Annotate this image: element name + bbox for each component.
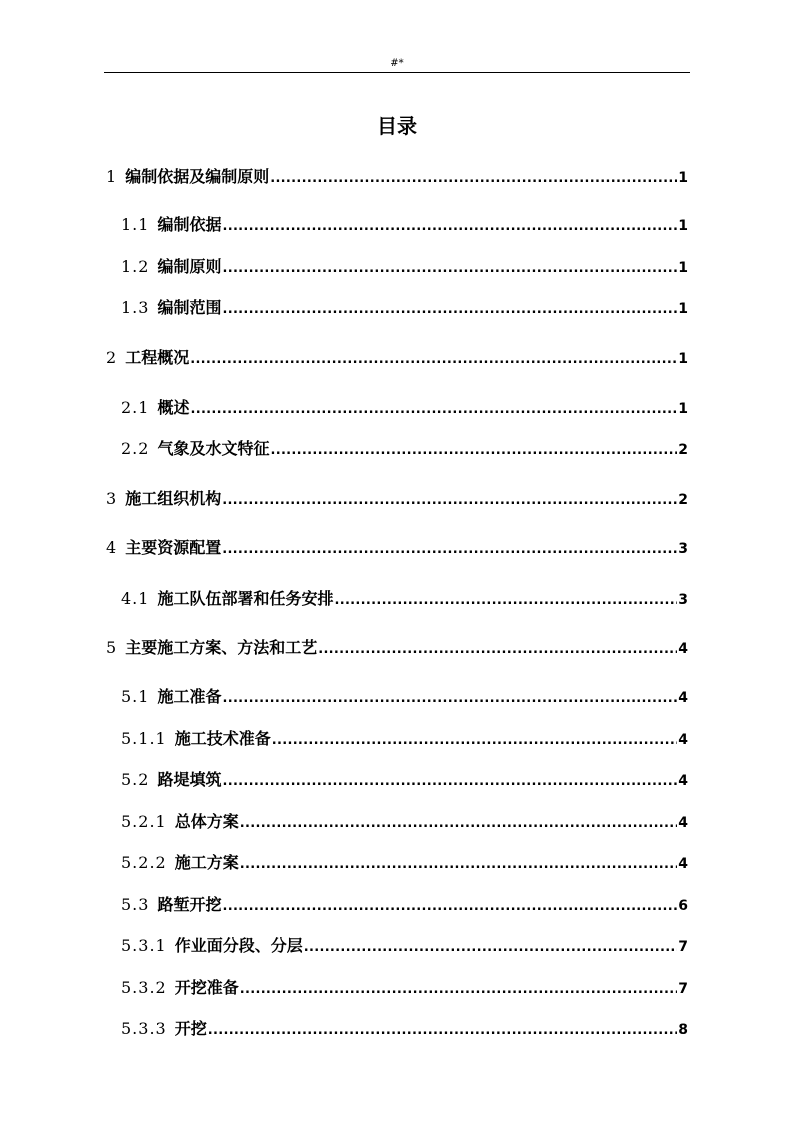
- toc-page-number: 2: [678, 442, 688, 458]
- toc-dot-leader: [222, 490, 677, 512]
- toc-page-number: 3: [678, 541, 688, 557]
- toc-page-number: 8: [678, 1022, 688, 1038]
- toc-entry-text: 工程概况: [125, 348, 190, 367]
- toc-entry-number: 5.1: [121, 687, 150, 706]
- toc-dot-leader: [222, 299, 677, 321]
- toc-entry-number: 4: [106, 538, 118, 557]
- toc-entry[interactable]: [121, 588, 688, 610]
- toc-entry[interactable]: [121, 1018, 688, 1040]
- toc-entry[interactable]: [121, 852, 688, 874]
- toc-entry-text: 主要施工方案、方法和工艺: [125, 638, 318, 657]
- toc-page-number: 4: [678, 773, 688, 789]
- toc-entry-number: 1.2: [121, 257, 150, 276]
- toc-dot-leader: [240, 854, 678, 876]
- toc-entry-number: 5.2.2: [121, 853, 167, 872]
- toc-dot-leader: [240, 813, 678, 835]
- toc-page-number: 1: [678, 170, 688, 186]
- toc-page-number: 4: [678, 732, 688, 748]
- toc-entry-text: 编制原则: [157, 257, 222, 276]
- toc-page-number: 1: [678, 401, 688, 417]
- toc-entry[interactable]: [121, 297, 688, 319]
- toc-entry-text: 施工队伍部署和任务安排: [157, 589, 334, 608]
- toc-dot-leader: [270, 168, 677, 190]
- toc-entry[interactable]: [106, 637, 688, 659]
- toc-dot-leader: [222, 216, 677, 238]
- toc-entry-text: 总体方案: [174, 812, 239, 831]
- toc-entry-text: 施工组织机构: [125, 489, 222, 508]
- toc-entry[interactable]: [121, 935, 688, 957]
- toc-entry-number: 5: [106, 638, 118, 657]
- toc-title: 目录: [377, 114, 417, 138]
- toc-entry-text: 开挖: [174, 1019, 207, 1038]
- toc-entry[interactable]: [106, 537, 688, 559]
- toc-entry-text: 施工方案: [174, 853, 239, 872]
- page-header-mark: #*: [390, 58, 404, 69]
- toc-entry-number: 1.1: [121, 215, 150, 234]
- toc-entry-number: 2.1: [121, 398, 150, 417]
- toc-entry[interactable]: [121, 256, 688, 278]
- toc-entry[interactable]: [121, 811, 688, 833]
- toc-dot-leader: [304, 937, 678, 959]
- toc-entry[interactable]: [121, 894, 688, 916]
- toc-entry-number: 2.2: [121, 439, 150, 458]
- toc-entry-number: 5.3.3: [121, 1019, 167, 1038]
- toc-entry-number: 5.3.2: [121, 978, 167, 997]
- toc-dot-leader: [222, 688, 677, 710]
- toc-entry-number: 5.2: [121, 770, 150, 789]
- toc-entry[interactable]: [121, 438, 688, 460]
- toc-entry-text: 概述: [157, 398, 190, 417]
- toc-entry-text: 作业面分段、分层: [174, 936, 303, 955]
- toc-entry-number: 5.1.1: [121, 729, 167, 748]
- toc-entry[interactable]: [106, 347, 688, 369]
- toc-page-number: 1: [678, 351, 688, 367]
- toc-entry-text: 编制范围: [157, 298, 222, 317]
- toc-entry-text: 编制依据及编制原则: [125, 167, 270, 186]
- toc-dot-leader: [222, 539, 677, 561]
- toc-entry[interactable]: [121, 977, 688, 999]
- toc-entry-text: 施工准备: [157, 687, 222, 706]
- toc-page-number: 7: [678, 939, 688, 955]
- toc-page-number: 1: [678, 301, 688, 317]
- toc-entry-number: 3: [106, 489, 118, 508]
- toc-entry[interactable]: [106, 488, 688, 510]
- toc-entry-text: 路堑开挖: [157, 895, 222, 914]
- toc-entry-number: 2: [106, 348, 118, 367]
- toc-page-number: 1: [678, 218, 688, 234]
- toc-entry[interactable]: [121, 769, 688, 791]
- toc-page-number: 4: [678, 815, 688, 831]
- toc-entry-text: 主要资源配置: [125, 538, 222, 557]
- toc-dot-leader: [272, 730, 678, 752]
- toc-entry[interactable]: [121, 728, 688, 750]
- toc-dot-leader: [318, 639, 677, 661]
- toc-entry[interactable]: [121, 397, 688, 419]
- toc-entry-number: 1: [106, 167, 118, 186]
- toc-entry-text: 施工技术准备: [174, 729, 271, 748]
- toc-page-number: 4: [678, 856, 688, 872]
- toc-dot-leader: [240, 979, 678, 1001]
- toc-entry[interactable]: [121, 214, 688, 236]
- toc-dot-leader: [270, 440, 677, 462]
- toc-dot-leader: [222, 771, 677, 793]
- toc-entry-number: 5.2.1: [121, 812, 167, 831]
- toc-entry-text: 路堤填筑: [157, 770, 222, 789]
- toc-dot-leader: [222, 896, 677, 918]
- toc-dot-leader: [190, 399, 677, 421]
- toc-dot-leader: [190, 349, 677, 371]
- toc-page-number: 4: [678, 641, 688, 657]
- toc-entry-number: 4.1: [121, 589, 150, 608]
- toc-entry[interactable]: [121, 686, 688, 708]
- toc-entry[interactable]: [106, 166, 688, 188]
- toc-entry-text: 气象及水文特征: [157, 439, 270, 458]
- toc-entry-text: 开挖准备: [174, 978, 239, 997]
- toc-page-number: 2: [678, 492, 688, 508]
- toc-entry-number: 5.3.1: [121, 936, 167, 955]
- toc-page-number: 7: [678, 981, 688, 997]
- toc-page-number: 3: [678, 592, 688, 608]
- toc-entry-text: 编制依据: [157, 215, 222, 234]
- toc-entry-number: 1.3: [121, 298, 150, 317]
- toc-page-number: 1: [678, 260, 688, 276]
- toc-page-number: 4: [678, 690, 688, 706]
- toc-page-number: 6: [678, 898, 688, 914]
- toc-entry-number: 5.3: [121, 895, 150, 914]
- toc-dot-leader: [222, 258, 677, 280]
- toc-dot-leader: [208, 1020, 678, 1042]
- toc-dot-leader: [334, 590, 677, 612]
